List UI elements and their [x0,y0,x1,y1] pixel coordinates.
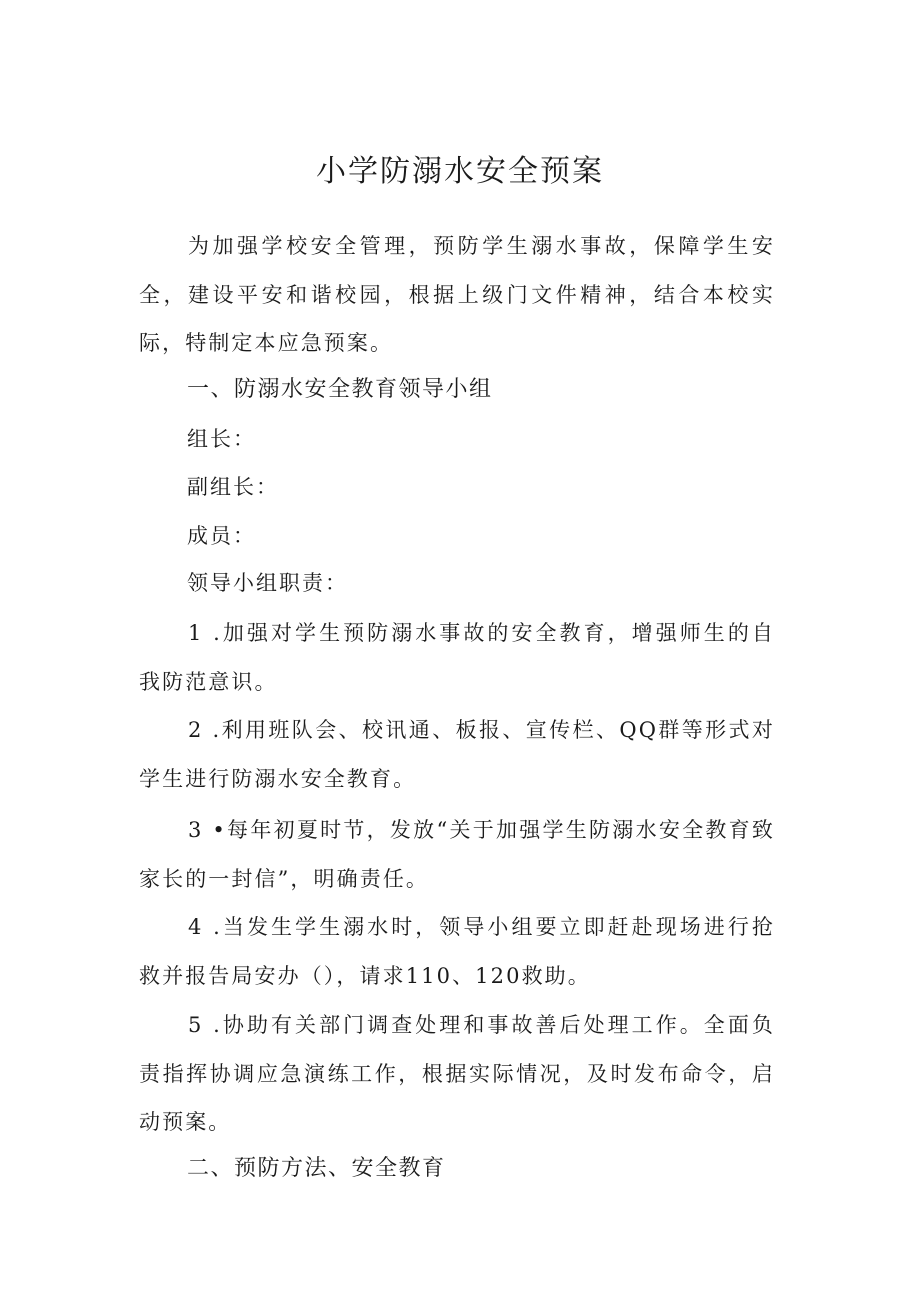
duty-item-4: 4 .当发生学生溺水时，领导小组要立即赶赴现场进行抢救并报告局安办（），请求110、120救助。 [139,915,775,988]
duty-item-3: 3 •每年初夏时节，发放“关于加强学生防溺水安全教育致家长的一封信”，明确责任。 [139,818,775,891]
duty-item-2: 2 .利用班队会、校讯通、板报、宣传栏、QQ群等形式对学生进行防溺水安全教育。 [139,718,775,791]
duty-item-1: 1 .加强对学生预防溺水事故的安全教育，增强师生的自我防范意识。 [139,621,775,694]
members-label: 成员： [187,524,256,548]
duty-item-5: 5 .协助有关部门调查处理和事故善后处理工作。全面负责指挥协调应急演练工作，根据实际情况，及时发布命令，启动预案。 [139,1013,775,1134]
section-2-heading: 二、预防方法、安全教育 [187,1156,446,1181]
leader-label: 组长： [187,427,256,451]
intro-paragraph: 为加强学校安全管理，预防学生溺水事故，保障学生安全，建设平安和谐校园，根据上级门文件精神，结合本校实际，特制定本应急预案。 [139,234,775,355]
duties-label: 领导小组职责： [187,571,348,595]
page-title: 小学防溺水安全预案 [316,154,604,189]
section-1-heading: 一、防溺水安全教育领导小组 [187,377,493,402]
deputy-leader-label: 副组长： [187,475,279,499]
